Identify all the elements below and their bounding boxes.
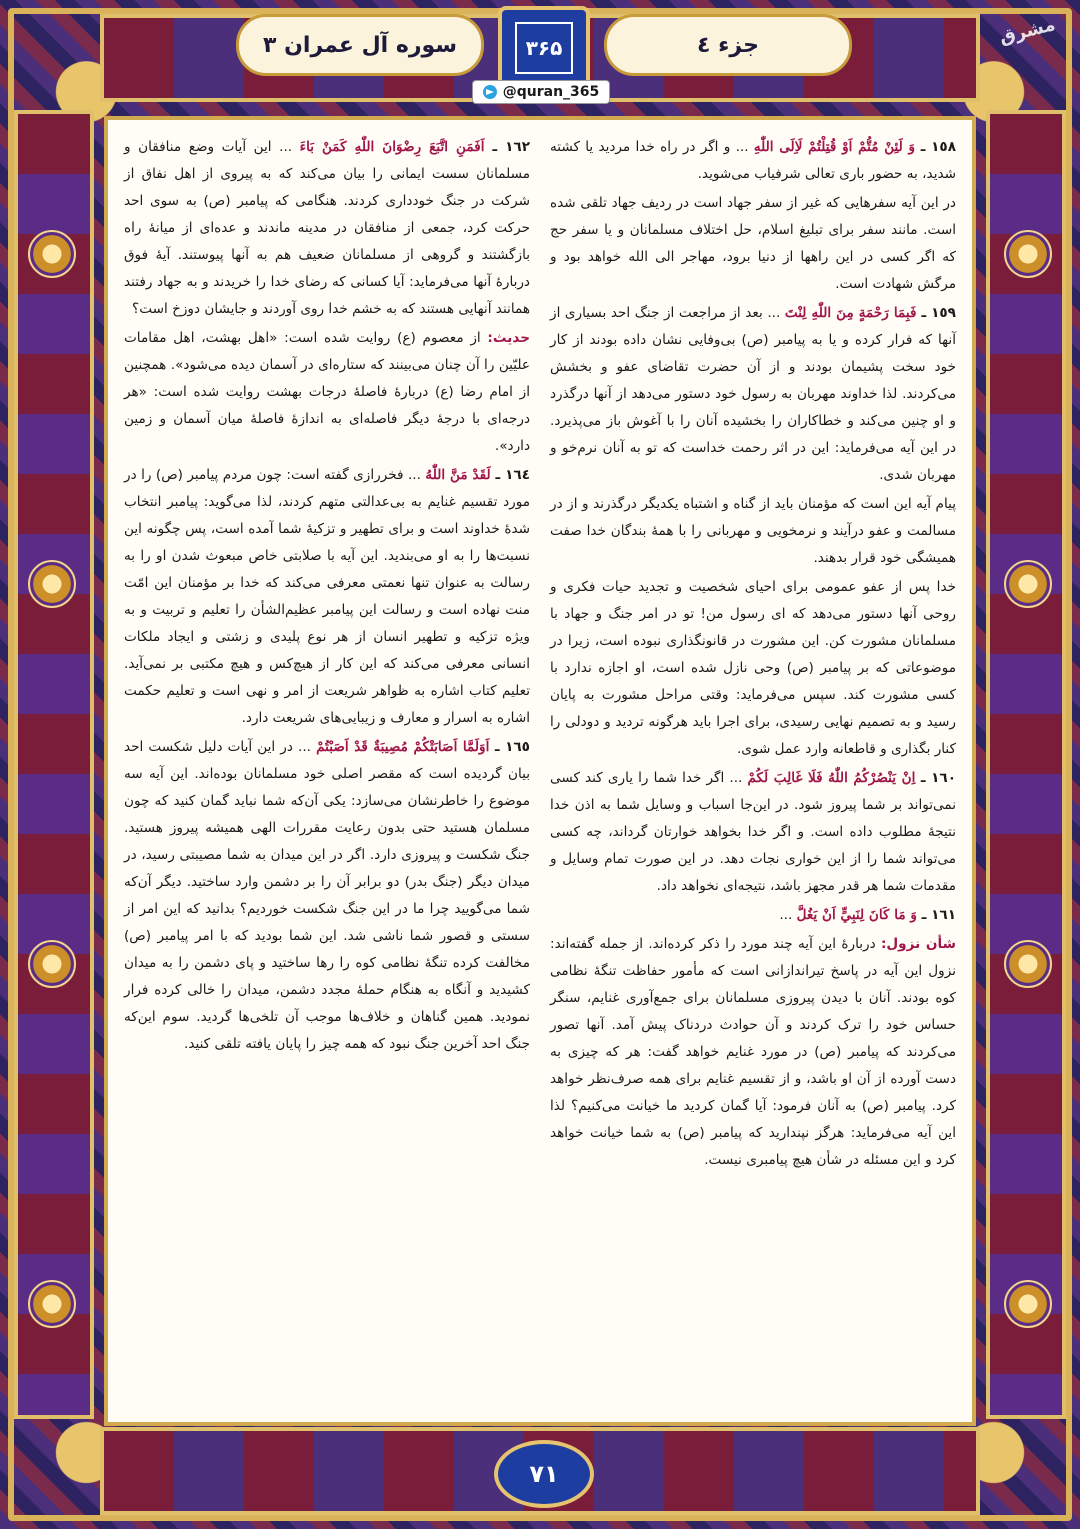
page-number: ٧١ [529, 1460, 559, 1488]
paragraph-text: از معصوم (ع) روایت شده است: «اهل بهشت، اهل مقامات علیّین را آن چنان می‌بینند که ستاره‌ای در آسمان دیده می‌شود». همچنین از امام رضا (ع) دربارهٔ فاصلهٔ درجات بهشت روایت شده است: «هر درجه‌ای با درجهٔ دیگر فاصله‌ای به اندازهٔ فاصلهٔ میان آسمان و زمین دارد». [124, 330, 530, 454]
paragraph-text: ... اگر خدا شما را یاری کند کسی نمی‌تواند بر شما پیروز شود. در این‌جا اسباب و وسایل شما به اذن خدا نتیجهٔ مطلوب داده است. و اگر خدا بخواهد خوارتان گرداند، چه کسی می‌تواند شما را از این خواری نجات دهد. در این صورت تمام وسایل و مقدمات شما هر قدر مجهز باشد، نتیجه‌ای نخواهد داد. [550, 770, 956, 894]
verse-arabic: اَوَلَمَّا اَصَابَتْكُمْ مُصِيبَةٌ قَدْ اَصَبْتُمْ [316, 739, 490, 755]
verse-paragraph [550, 765, 956, 900]
medallion-ornament [1004, 1280, 1052, 1328]
note-paragraph [124, 325, 530, 460]
verse-arabic: وَ لَئِنْ مُتُّمْ اَوْ قُتِلْتُمْ لَاِلَى اللّٰهِ [753, 139, 916, 155]
medallion-ornament [28, 1280, 76, 1328]
verse-paragraph [124, 462, 530, 732]
page-number-badge [494, 1440, 594, 1508]
verse-number: ١٦٤ ـ [490, 467, 530, 483]
surah-label: سوره آل عمران ٣ [236, 14, 484, 76]
commentary-paragraph [550, 574, 956, 763]
section-tag: شأن نزول: [880, 936, 956, 952]
verse-number: ١٦١ ـ [916, 907, 956, 923]
note-paragraph [550, 931, 956, 1174]
emblem-text: ۳۶۵ [515, 22, 573, 74]
paragraph-text: ... فخررازی گفته است: چون مردم پیامبر (ص) را در مورد تقسیم غنایم به بی‌عدالتی متهم کردند، لذا می‌گوید: پیامبر انتخاب شدهٔ خداوند است و برای تطهیر و تزکیهٔ شما آمده است، پس چگونه این نسبت‌ها را به او می‌بندید. این آیه با صلابتی خاص مبعوث شدن او را به رسالت به عنوان تنها نعمتی معرفی می‌کند که خدا بر مؤمنان این امّت منت نهاده است و رسالت این پیامبر عظیم‌الشأن را تعلیم و تربیت و به ویژه تزکیه و تطهیر انسان از هر نوع پلیدی و زشتی و ایجاد ملکات انسانی معرفی می‌کند که این کار از هیچ‌کس و هیچ مکتبی بر نمی‌آید. تعلیم کتاب اشاره به ظواهر شریعت از امر و نهی است و تعلیم حکمت اشاره به اسرار و معارف و زیبایی‌های شریعت دارد. [124, 467, 530, 726]
section-tag: حدیث: [487, 330, 530, 346]
verse-number: ١٥٨ ـ [915, 139, 956, 155]
medallion-ornament [1004, 940, 1052, 988]
telegram-icon [483, 85, 497, 99]
juz-label: جزء ٤ [604, 14, 852, 76]
verse-number: ١٦٥ ـ [489, 739, 530, 755]
verse-arabic: وَ مَا كَانَ لِنَبِيٍّ اَنْ يَغُلَّ [796, 907, 917, 923]
verse-number: ١٥٩ ـ [916, 305, 956, 321]
paragraph-text: پیام آیه این است که مؤمنان باید از گناه و اشتباه یکدیگر درگذرند و از در مسالمت و عفو درآیند و نرمخویی و مهربانی را با همهٔ بندگان خدا صفت همیشگی خود قرار بدهند. [550, 496, 956, 566]
medallion-ornament [28, 940, 76, 988]
right-column [550, 134, 956, 1412]
verse-paragraph [550, 902, 956, 929]
paragraph-text: ... این آیات وضع منافقان و مسلمانان سست ایمانی را بیان می‌کند که به پیروی از اهل نفاق از شرکت در جنگ خودداری کردند. هنگامی که پیامبر (ص) به سوی احد حرکت کرد، جمعی از منافقان در مدینه ماندند و عده‌ای از میانهٔ راه بازگشتند و گروهی از مسلمانان ضعیف هم به آنها پیوستند. آیهٔ فوق دربارهٔ آنها می‌فرماید: آیا کسانی که رضای خدا را خریدند و به جهاد رفتند همانند آنهایی هستند که به خشم خدا روی آوردند و جایشان دوزخ است؟ [124, 139, 530, 317]
paragraph-text: در این آیه سفرهایی که غیر از سفر جهاد است در ردیف جهاد تلقی شده است. مانند سفر برای تبلیغ اسلام، حل اختلاف مسلمانان و یا سفر حج که اگر کسی در این راهها از دنیا برود، مهاجر الی الله خواهد بود و مرگش شهادت است. [550, 195, 956, 292]
text-panel [104, 116, 976, 1426]
quran-emblem-icon [498, 6, 590, 90]
watermark-logo: مشرق [997, 14, 1058, 49]
verse-arabic: فَبِمَا رَحْمَةٍ مِنَ اللّٰهِ لِنْتَ [784, 305, 917, 321]
verse-arabic: لَقَدْ مَنَّ اللّٰهُ [425, 467, 491, 483]
right-ornament-border [986, 110, 1066, 1419]
paragraph-text: ... [779, 907, 797, 923]
verse-arabic: اِنْ يَنْصُرْكُمُ اللّٰهُ فَلَا غَالِبَ لَكُمْ [747, 770, 916, 786]
commentary-paragraph [550, 491, 956, 572]
paragraph-text: ... و اگر در راه خدا مردید یا کشته شدید، به حضور باری تعالی شرفیاب می‌شوید. [550, 139, 956, 182]
channel-handle-text: @quran_365 [502, 84, 600, 100]
paragraph-text: دربارهٔ این آیه چند مورد را ذکر کرده‌اند. از جمله گفته‌اند: نزول این آیه در پاسخ تیراندازانی است که مأمور حفاظت تنگهٔ نظامی کوه بودند. آنان با دیدن پیروزی مسلمانان برای جمع‌آوری غنایم، سنگر حساس خود را ترک کردند و آن حوادث دردناک پیش آمد. آنها تصور می‌کردند که پیامبر (ص) در مورد غنایم خواهد گفت: هر که چیزی به دست آورده از آن او باشد، و از تقسیم غنایم برای همه صرف‌نظر خواهد کرد. پیامبر (ص) به آنان فرمود: آیا گمان کردید ما خیانت می‌کنیم؟ لذا این آیه می‌فرماید: هرگز نپندارید که پیامبر (ص) به شما خیانت خواهد کرد و این مسئله در شأن هیچ پیامبری نیست. [550, 936, 956, 1168]
medallion-ornament [28, 560, 76, 608]
paragraph-text: خدا پس از عفو عمومی برای احیای شخصیت و تجدید حیات فکری و روحی آنها دستور می‌دهد که ای رسول من! تو در امر جنگ و جهاد با مسلمانان مشورت کن. این مشورت در قانونگذاری نبوده است، زیرا در موضوعاتی که بر پیامبر (ص) وحی نازل شده است، او اجازه ندارد با کسی مشورت کند. سپس می‌فرماید: وقتی مراحل مشورت به پایان رسید و به تصمیم نهایی رسیدی، برای اجرا باید هرگونه تردید و دودلی را کنار بگذاری و قاطعانه وارد عمل شوی. [550, 579, 956, 757]
paragraph-text: ... بعد از مراجعت از جنگ احد بسیاری از آنها که فرار کرده و یا به پیامبر (ص) بی‌وفایی نشان داده بودند از کار خود سخت پشیمان بودند و از آن حضرت تقاضای عفو و بخشش می‌کردند. لذا خداوند مهربان به رسول خود دستور می‌دهد از آنها درگذرد و او چنین می‌کند و خطاکاران را بخشیده آنان را با آغوش باز می‌پذیرد. در این آیه می‌فرماید: این در اثر رحمت خداست که تو به آنان نرم‌خو و مهربان شدی. [550, 305, 956, 483]
channel-handle[interactable] [472, 80, 610, 104]
verse-paragraph [124, 134, 530, 323]
verse-number: ١٦٢ ـ [484, 139, 530, 155]
left-column [124, 134, 530, 1412]
verse-paragraph [550, 300, 956, 489]
medallion-ornament [28, 230, 76, 278]
medallion-ornament [1004, 560, 1052, 608]
verse-paragraph [550, 134, 956, 188]
paragraph-text: ... در این آیات دلیل شکست احد بیان گردیده است که مقصر اصلی خود مسلمانان بوده‌اند. این آیه سه موضوع را خاطرنشان می‌سازد: یکی آن‌که شما نباید گمان کنید که چون مسلمان هستید حتی بدون رعایت مقررات الهی همیشه پیروز هستید. جنگ شکست و پیروزی دارد. اگر در این میدان به شما مصیبتی رسید، در میدان دیگر (جنگ بدر) دو برابر آن را بر دشمن وارد ساختید. دیگر آن‌که شما می‌گویید چرا ما در این جنگ شکست خوردیم؟ بدانید که این امر از سستی و قصور شما ناشی شد. این شما بودید که با امر پیامبر (ص) مخالفت کرده تنگهٔ نظامی کوه را رها ساختید و پای دشمن را به میدان کشیدید و آنگاه به هنگام حملهٔ مجدد دشمن، میدان را خالی کرده فرار نمودید. همین گناهان و خلاف‌ها موجب آن تلخی‌ها گردید. سوم این‌که جنگ احد آخرین جنگ نبود که همه چیز را پایان یافته تلقی کنید. [124, 739, 530, 1052]
verse-arabic: اَفَمَنِ اتَّبَعَ رِضْوَانَ اللّٰهِ كَمَنْ بَاءَ [299, 139, 485, 155]
left-ornament-border [14, 110, 94, 1419]
verse-number: ١٦٠ ـ [915, 770, 956, 786]
commentary-paragraph [550, 190, 956, 298]
verse-paragraph [124, 734, 530, 1058]
medallion-ornament [1004, 230, 1052, 278]
